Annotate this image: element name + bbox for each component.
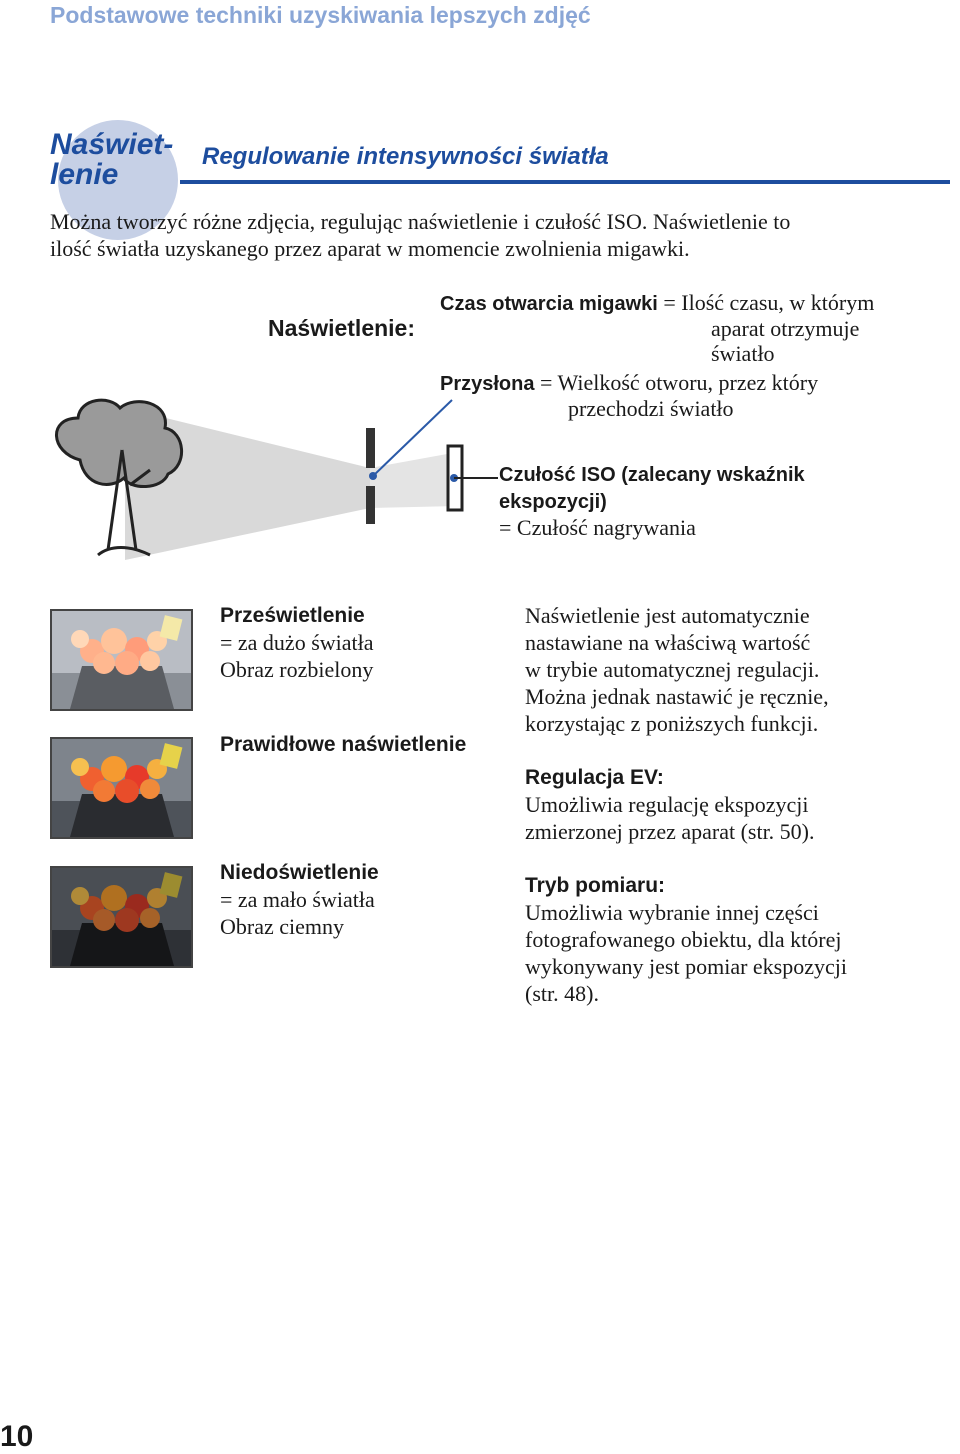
metering-mode-block (525, 872, 945, 1007)
exposure-label: Naświetlenie: (268, 315, 415, 341)
iso-term-line1: Czułość ISO (zalecany wskaźnik (499, 464, 805, 486)
auto-note-line3: w trybie automatycznej regulacji. (525, 657, 820, 682)
section-label-line2: lenie (50, 158, 119, 191)
auto-note-line4: Można jednak nastawić je ręcznie, (525, 684, 829, 709)
shutter-equals: = (657, 290, 682, 315)
aperture-def-line1: Wielkość otworu, przez który (557, 370, 819, 395)
state-underexposed (220, 859, 510, 940)
auto-note-line2: nastawiane na właściwą wartość (525, 630, 811, 655)
auto-note-line5: korzystając z poniższych funkcji. (525, 711, 819, 736)
intro-paragraph (50, 208, 930, 262)
intro-line1: Można tworzyć różne zdjęcia, regulując naświetlenie i czułość ISO. Naświetlenie to (50, 209, 791, 234)
state-under-line1: = za mało światła (220, 887, 375, 912)
shutter-term: Czas otwarcia migawki (440, 293, 658, 315)
state-correct-title: Prawidłowe naświetlenie (220, 733, 467, 756)
state-over-title: Prześwietlenie (220, 604, 365, 627)
section-label (50, 130, 173, 190)
iso-term-line2: ekspozycji) (499, 491, 607, 513)
photo-underexposed (50, 866, 193, 968)
shutter-def-line3: światło (711, 341, 775, 366)
shutter-definition-cont (711, 316, 931, 366)
photo-overexposed (50, 609, 193, 711)
ev-adjustment-block (525, 764, 945, 845)
metering-line4: (str. 48). (525, 981, 599, 1006)
metering-line2: fotografowanego obiektu, dla której (525, 927, 842, 952)
aperture-equals: = (534, 370, 558, 395)
section-rule (180, 180, 950, 184)
state-correct (220, 731, 510, 758)
metering-line1: Umożliwia wybranie innej części (525, 900, 819, 925)
state-overexposed (220, 602, 510, 683)
aperture-term: Przysłona (440, 373, 535, 395)
state-over-line1: = za dużo światła (220, 630, 374, 655)
shutter-def-line2: aparat otrzymuje (711, 316, 860, 341)
shutter-def-line1: Ilość czasu, w którym (681, 290, 875, 315)
ev-line2: zmierzonej przez aparat (str. 50). (525, 819, 815, 844)
photo-correct-exposure (50, 737, 193, 839)
page-number: 10 (0, 1420, 34, 1453)
ev-title: Regulacja EV: (525, 766, 664, 789)
section-label-line1: Naświet- (50, 128, 174, 161)
light-beam-narrow (370, 452, 458, 508)
iso-definition (499, 461, 899, 540)
iso-def: = Czułość nagrywania (499, 515, 696, 540)
state-over-line2: Obraz rozbielony (220, 657, 374, 682)
metering-line3: wykonywany jest pomiar ekspozycji (525, 954, 847, 979)
exposure-diagram (40, 390, 520, 570)
auto-note-line1: Naświetlenie jest automatycznie (525, 603, 810, 628)
aperture-def-line2: przechodzi światło (568, 396, 734, 421)
ev-line1: Umożliwia regulację ekspozycji (525, 792, 809, 817)
section-title: Regulowanie intensywności światła (202, 143, 609, 170)
sensor-icon (448, 446, 498, 510)
aperture-definition-cont (568, 396, 868, 421)
running-header: Podstawowe techniki uzyskiwania lepszych zdjęć (50, 2, 591, 28)
intro-line2: ilość światła uzyskanego przez aparat w momencie zwolnienia migawki. (50, 236, 690, 261)
aperture-definition (440, 370, 818, 397)
state-under-title: Niedoświetlenie (220, 861, 379, 884)
auto-exposure-note (525, 602, 945, 737)
metering-title: Tryb pomiaru: (525, 874, 666, 897)
state-under-line2: Obraz ciemny (220, 914, 344, 939)
shutter-definition (440, 290, 874, 317)
